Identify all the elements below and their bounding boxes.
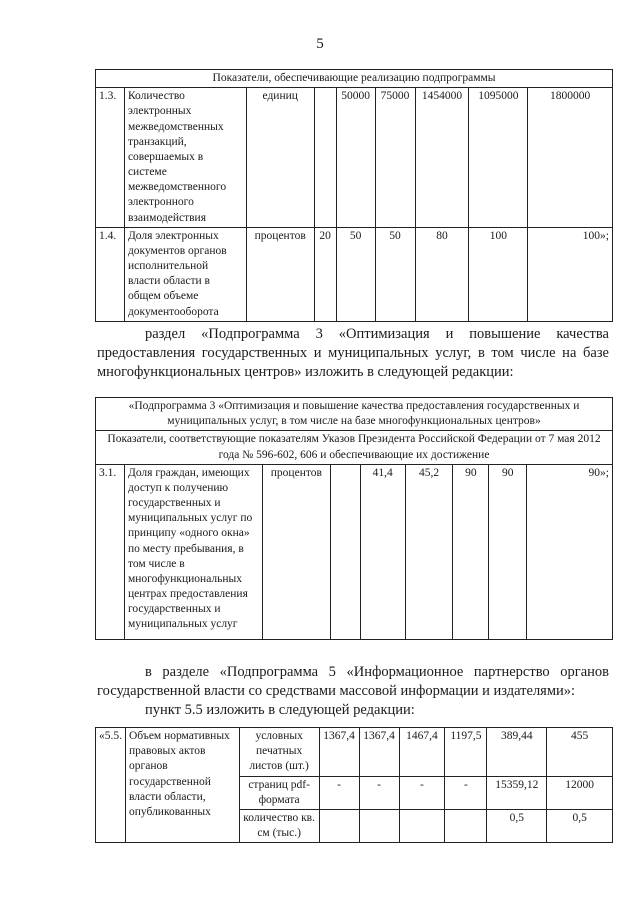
value-cell: 50000 — [336, 88, 375, 228]
table-subprogram-3 — [95, 397, 613, 640]
value-cell: - — [319, 776, 359, 809]
table-header: Показатели, обеспечивающие реализацию подпрограммы — [96, 70, 613, 88]
value-cell — [319, 809, 359, 842]
value-cell: 100»; — [528, 227, 613, 321]
value-cell — [359, 809, 399, 842]
paragraph-section-3: раздел «Подпрограмма 3 «Оптимизация и повышение качества предоставления государственных и муниципальных услуг, в том числе на базе многофункциональных центров» изложить в следующей редакции: — [97, 326, 609, 380]
row-number: «5.5. — [96, 728, 126, 843]
value-cell: 50 — [336, 227, 375, 321]
value-cell — [399, 809, 445, 842]
row-number: 1.4. — [96, 227, 125, 321]
page-number: 5 — [316, 36, 324, 52]
value-cell: 389,44 — [487, 728, 547, 777]
table-row — [96, 227, 613, 321]
value-cell: 0,5 — [547, 809, 613, 842]
unit-cell: условных печатных листов (шт.) — [239, 728, 319, 777]
value-cell: 455 — [547, 728, 613, 777]
indicator-name: Количество электронных межведомственных транзакций, совершаемых в системе межведомственного электронного взаимодействия — [124, 88, 246, 228]
value-cell: 1467,4 — [399, 728, 445, 777]
unit-cell: процентов — [262, 464, 330, 639]
unit-cell: процентов — [246, 227, 314, 321]
paragraph-section-5: в разделе «Подпрограмма 5 «Информационное партнерство органов государственной власти со средствами массовой информации и издателями»: пункт 5.5 изложить в следующей редакции: — [97, 664, 609, 718]
unit-cell: количество кв. см (тыс.) — [239, 809, 319, 842]
unit-cell: единиц — [246, 88, 314, 228]
value-cell: 100 — [469, 227, 528, 321]
value-cell: - — [445, 776, 487, 809]
table-title: «Подпрограмма 3 «Оптимизация и повышение качества предоставления государственных и муниципальных услуг, в том числе на базе многофункциональных центров» — [96, 398, 613, 431]
value-cell: 1800000 — [528, 88, 613, 228]
value-cell: 0,5 — [487, 809, 547, 842]
table-row — [96, 464, 613, 639]
indicator-name: Доля граждан, имеющих доступ к получению государственных и муниципальных услуг по принципу «одного окна» по месту пребывания, в том числе в многофункциональных центрах предоставления государственных и муниципальных услуг — [124, 464, 262, 639]
value-cell: 45,2 — [405, 464, 453, 639]
unit-cell: страниц pdf-формата — [239, 776, 319, 809]
value-cell: 12000 — [547, 776, 613, 809]
value-cell — [445, 809, 487, 842]
value-cell: 50 — [375, 227, 415, 321]
value-cell: 90 — [489, 464, 527, 639]
indicator-name: Объем нормативных правовых актов органов государственной власти области, опубликованных — [126, 728, 240, 843]
value-cell — [314, 88, 336, 228]
value-cell: 41,4 — [360, 464, 405, 639]
table-row — [96, 88, 613, 228]
table-row — [96, 728, 613, 777]
row-number: 1.3. — [96, 88, 125, 228]
table-subtitle: Показатели, соответствующие показателям Указов Президента Российской Федерации от 7 мая 2012 года № 596-602, 606 и обеспечивающие их достижение — [96, 431, 613, 464]
indicator-name: Доля электронных документов органов исполнительной власти области в общем объеме документооборота — [124, 227, 246, 321]
value-cell: 80 — [415, 227, 469, 321]
value-cell: 90 — [453, 464, 489, 639]
value-cell: 1197,5 — [445, 728, 487, 777]
value-cell: 1367,4 — [359, 728, 399, 777]
value-cell: 1367,4 — [319, 728, 359, 777]
value-cell: 1095000 — [469, 88, 528, 228]
value-cell: 20 — [314, 227, 336, 321]
value-cell — [330, 464, 360, 639]
value-cell: 15359,12 — [487, 776, 547, 809]
table-item-5-5 — [95, 727, 613, 843]
value-cell: 1454000 — [415, 88, 469, 228]
value-cell: 90»; — [527, 464, 613, 639]
row-number: 3.1. — [96, 464, 125, 639]
value-cell: - — [359, 776, 399, 809]
value-cell: - — [399, 776, 445, 809]
table-subprogram-indicators — [95, 69, 613, 322]
value-cell: 75000 — [375, 88, 415, 228]
